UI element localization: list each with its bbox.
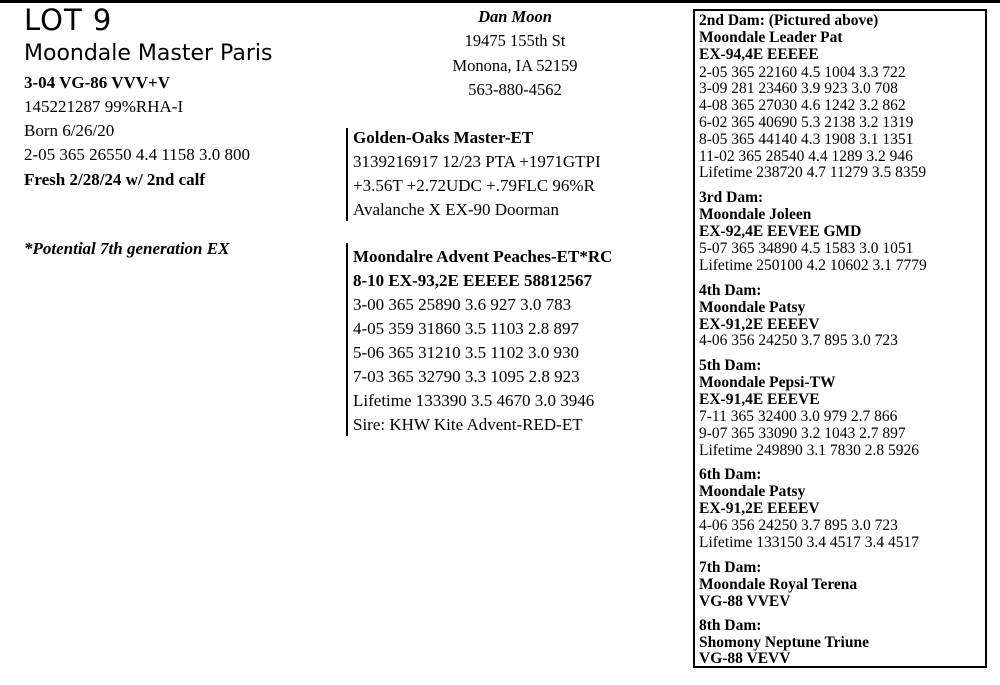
dam-name: Moondalre Advent Peaches-ET*RC bbox=[353, 247, 613, 266]
dam-lifetime: Lifetime 133150 3.4 4517 3.4 4517 bbox=[699, 534, 919, 551]
dam-record: 2-05 365 22160 4.5 1004 3.3 722 bbox=[699, 64, 906, 81]
consignor-name: Dan Moon bbox=[478, 7, 552, 26]
sire-bracket bbox=[346, 128, 348, 221]
dam-record: 3-09 281 23460 3.9 923 3.0 708 bbox=[699, 80, 898, 97]
animal-classification: 3-04 VG-86 VVV+V bbox=[24, 73, 171, 92]
dam-record: 4-06 356 24250 3.7 895 3.0 723 bbox=[699, 332, 898, 349]
dam-name: Shomony Neptune Triune bbox=[699, 634, 869, 651]
dam-sire: Sire: KHW Kite Advent-RED-ET bbox=[353, 415, 583, 434]
dam-heading: 8th Dam: bbox=[699, 617, 762, 634]
dam-name: Moondale Leader Pat bbox=[699, 29, 843, 46]
dam-lifetime: Lifetime 249890 3.1 7830 2.8 5926 bbox=[699, 442, 919, 459]
dam-record: 11-02 365 28540 4.4 1289 3.2 946 bbox=[699, 148, 913, 165]
dam-classification: VG-88 VVEV bbox=[699, 593, 791, 610]
dam-classification: EX-92,4E EEVEE GMD bbox=[699, 223, 862, 240]
consignor-phone: 563-880-4562 bbox=[468, 80, 562, 99]
dam-record: 9-07 365 33090 3.2 1043 2.7 897 bbox=[699, 425, 906, 442]
dam-heading: 5th Dam: bbox=[699, 357, 762, 374]
dam-classification: VG-88 VEVV bbox=[699, 650, 791, 667]
dam-classification: 8-10 EX-93,2E EEEEE 58812567 bbox=[353, 271, 592, 290]
consignor-street: 19475 155th St bbox=[464, 31, 566, 50]
dam-record: 7-03 365 32790 3.3 1095 2.8 923 bbox=[353, 367, 580, 386]
dam-record: 5-07 365 34890 4.5 1583 3.0 1051 bbox=[699, 240, 914, 257]
dam-record: 4-06 356 24250 3.7 895 3.0 723 bbox=[699, 517, 898, 534]
dam-name: Moondale Pepsi-TW bbox=[699, 374, 836, 391]
dam-lifetime: Lifetime 133390 3.5 4670 3.0 3946 bbox=[353, 391, 595, 410]
dam-name: Moondale Patsy bbox=[699, 299, 806, 316]
dam-classification: EX-91,2E EEEEV bbox=[699, 500, 820, 517]
production-record: 2-05 365 26550 4.4 1158 3.0 800 bbox=[24, 145, 251, 164]
dam-heading: 2nd Dam: (Pictured above) bbox=[699, 12, 879, 29]
dam-record: 4-08 365 27030 4.6 1242 3.2 862 bbox=[699, 97, 906, 114]
generation-note: *Potential 7th generation EX bbox=[24, 239, 230, 258]
dam-classification: EX-91,2E EEEEV bbox=[699, 316, 820, 333]
top-rule bbox=[0, 0, 1000, 3]
dam-record: 7-11 365 32400 3.0 979 2.7 866 bbox=[699, 408, 898, 425]
sire-info-line: Avalanche X EX-90 Doorman bbox=[353, 200, 559, 219]
dam-name: Moondale Patsy bbox=[699, 483, 806, 500]
lot-title: LOT 9 bbox=[24, 3, 113, 37]
dam-name: Moondale Joleen bbox=[699, 206, 812, 223]
dam-record: 6-02 365 40690 5.3 2138 3.2 1319 bbox=[699, 114, 914, 131]
dam-name: Moondale Royal Terena bbox=[699, 576, 858, 593]
dam-lifetime: Lifetime 238720 4.7 11279 3.5 8359 bbox=[699, 164, 927, 181]
dam-record: 5-06 365 31210 3.5 1102 3.0 930 bbox=[353, 343, 580, 362]
dam-record: 3-00 365 25890 3.6 927 3.0 783 bbox=[353, 295, 572, 314]
dam-heading: 6th Dam: bbox=[699, 466, 762, 483]
dam-classification: EX-94,4E EEEEE bbox=[699, 46, 819, 63]
dam-heading: 7th Dam: bbox=[699, 559, 762, 576]
dam-classification: EX-91,4E EEEVE bbox=[699, 391, 820, 408]
consignor-city: Monona, IA 52159 bbox=[452, 56, 578, 75]
dam-record: 8-05 365 44140 4.3 1908 3.1 1351 bbox=[699, 131, 914, 148]
sire-info-line: +3.56T +2.72UDC +.79FLC 96%R bbox=[353, 176, 595, 195]
dam-heading: 3rd Dam: bbox=[699, 189, 764, 206]
animal-name: Moondale Master Paris bbox=[24, 41, 273, 66]
dam-lifetime: Lifetime 250100 4.2 10602 3.1 7779 bbox=[699, 257, 927, 274]
dam-record: 4-05 359 31860 3.5 1103 2.8 897 bbox=[353, 319, 580, 338]
dam-bracket bbox=[346, 243, 348, 436]
fresh-date: Fresh 2/28/24 w/ 2nd calf bbox=[24, 170, 206, 189]
birth-date: Born 6/26/20 bbox=[24, 121, 115, 140]
registration-number: 145221287 99%RHA-I bbox=[24, 97, 184, 116]
sire-info-line: 3139216917 12/23 PTA +1971GTPI bbox=[353, 152, 601, 171]
sire-name: Golden-Oaks Master-ET bbox=[353, 128, 534, 147]
dam-heading: 4th Dam: bbox=[699, 282, 762, 299]
